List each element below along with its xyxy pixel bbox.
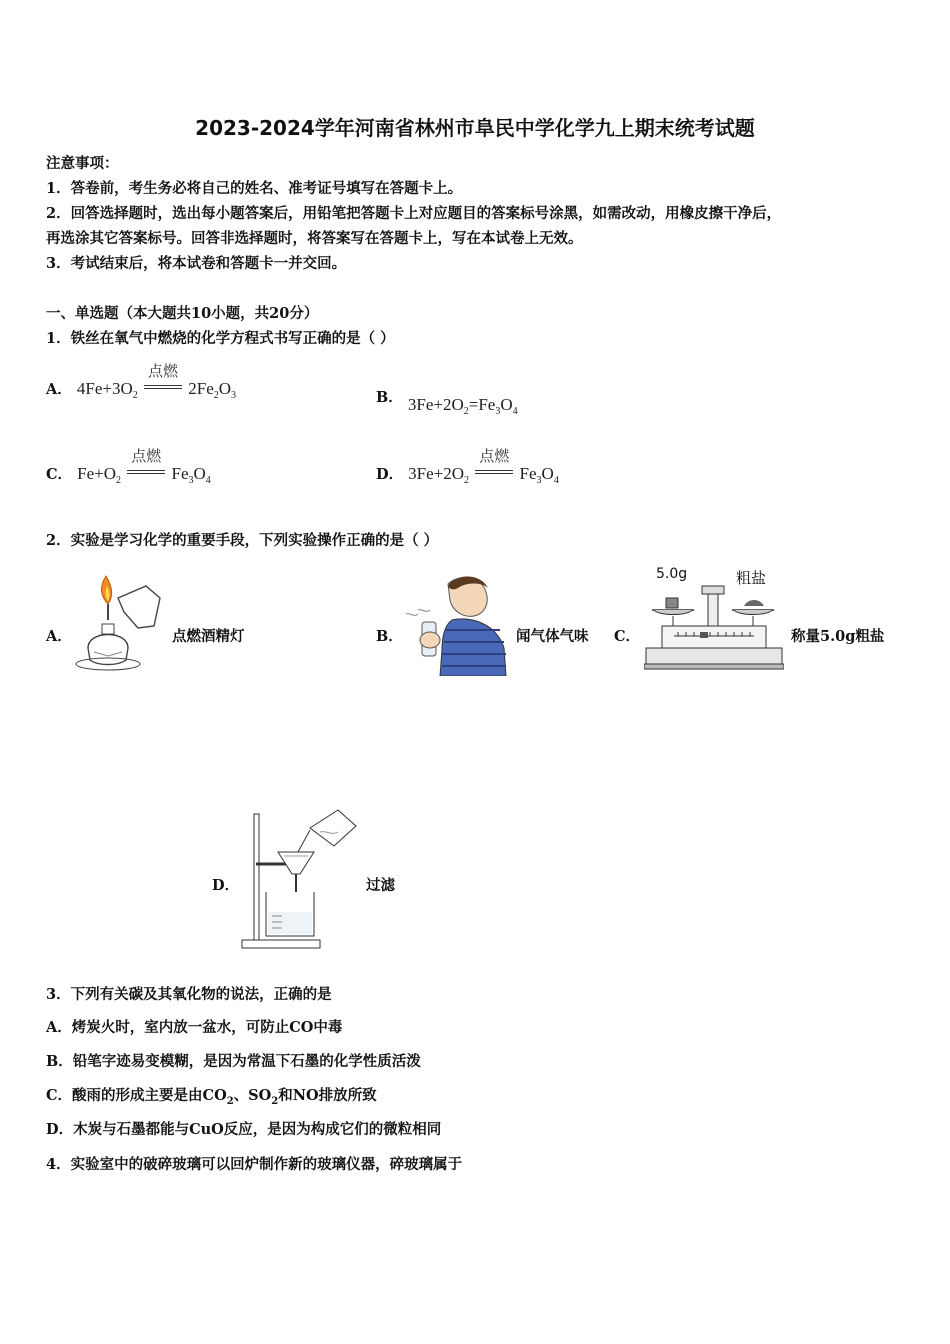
q1-option-a bbox=[46, 362, 237, 401]
q2-option-d-label: D． bbox=[212, 877, 240, 894]
notice-item: 3．考试结束后，将本试卷和答题卡一并交回。 bbox=[46, 255, 347, 272]
equation: $Fe+O_2$ 点燃 $Fe_3O_4$ bbox=[77, 447, 211, 486]
notice-heading: 注意事项： bbox=[46, 155, 119, 172]
option-label: A． bbox=[46, 381, 72, 398]
q1-option-b bbox=[376, 386, 518, 417]
question-3-stem: 3．下列有关碳及其氧化物的说法，正确的是 bbox=[46, 986, 332, 1003]
equation: $4Fe+3O_2$ 点燃 $2Fe_2O_3$ bbox=[76, 362, 237, 401]
filtration-illustration bbox=[238, 802, 360, 952]
q2-option-b-caption: 闻气体气味 bbox=[516, 628, 589, 645]
q2-option-a-label: A． bbox=[46, 628, 72, 645]
question-2-stem: 2．实验是学习化学的重要手段，下列实验操作正确的是（ ） bbox=[46, 532, 439, 549]
balance-illustration bbox=[644, 580, 784, 672]
q2-option-b-label: B． bbox=[376, 628, 403, 645]
student-smelling-illustration bbox=[400, 570, 508, 676]
equation: $3Fe+2O_2$ 点燃 $Fe_3O_4$ bbox=[408, 447, 559, 486]
option-label: C． bbox=[46, 466, 73, 483]
option-label: B． bbox=[376, 389, 403, 406]
question-1-stem: 1．铁丝在氧气中燃烧的化学方程式书写正确的是（ ） bbox=[46, 330, 395, 347]
right-pan-label: 粗盐 bbox=[736, 569, 767, 587]
condition-label: 点燃 bbox=[131, 447, 162, 465]
q2-option-a-caption: 点燃酒精灯 bbox=[172, 628, 245, 645]
section-heading: 一、单选题（本大题共10小题，共20分） bbox=[46, 305, 319, 322]
question-4-stem: 4．实验室中的破碎玻璃可以回炉制作新的玻璃仪器，碎玻璃属于 bbox=[46, 1156, 463, 1173]
q1-option-d bbox=[376, 447, 559, 486]
q3-option-c: C．酸雨的形成主要是由$CO_2$、$SO_2$和NO排放所致 bbox=[46, 1087, 377, 1107]
option-label: D． bbox=[376, 466, 404, 483]
left-pan-label: 5.0g bbox=[656, 566, 688, 582]
equation: $3Fe+2O_2=Fe_3O_4$ bbox=[407, 395, 518, 417]
q2-option-c-caption: 称量5.0g粗盐 bbox=[791, 628, 885, 645]
q3-option-b: B．铅笔字迹易变模糊，是因为常温下石墨的化学性质活泼 bbox=[46, 1053, 421, 1070]
notice-item: 2．回答选择题时，选出每小题答案后，用铅笔把答题卡上对应题目的答案标号涂黑，如需改动，用橡皮擦干净后， bbox=[46, 205, 782, 222]
q2-option-d-caption: 过滤 bbox=[366, 877, 395, 894]
q1-option-c bbox=[46, 447, 211, 486]
alcohol-lamp-illustration bbox=[68, 568, 168, 674]
q3-option-d: D．木炭与石墨都能与CuO反应，是因为构成它们的微粒相同 bbox=[46, 1121, 442, 1138]
notice-item: 1．答卷前，考生务必将自己的姓名、准考证号填写在答题卡上。 bbox=[46, 180, 463, 197]
page-title: 2023-2024学年河南省林州市阜民中学化学九上期末统考试题 bbox=[195, 116, 755, 140]
condition-label: 点燃 bbox=[147, 362, 178, 380]
notice-item: 再选涂其它答案标号。回答非选择题时，将答案写在答题卡上，写在本试卷上无效。 bbox=[46, 230, 583, 247]
condition-label: 点燃 bbox=[479, 447, 510, 465]
q2-option-c-label: C． bbox=[614, 628, 641, 645]
q3-option-a: A．烤炭火时，室内放一盆水，可防止CO中毒 bbox=[46, 1019, 343, 1036]
